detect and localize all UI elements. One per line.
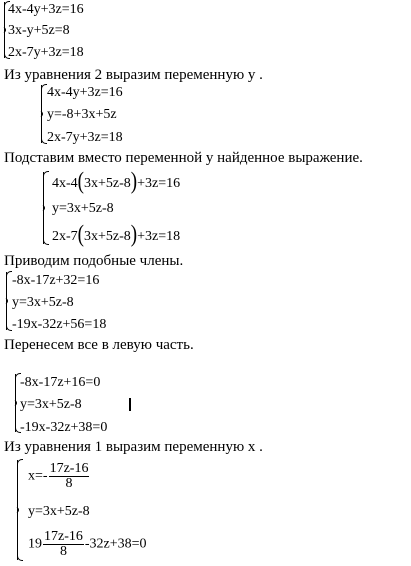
text-cursor	[129, 398, 131, 411]
equation-line: 2x-7y+3z=18	[47, 130, 123, 145]
equation-part: x=-	[28, 468, 48, 484]
equation-line: y=3x+5z-8	[20, 397, 82, 412]
equation-part: 19	[28, 536, 42, 552]
equation-line	[28, 530, 147, 559]
explanation-text: Подставим вместо переменной y найденное выражение.	[4, 150, 363, 166]
equation-line: -19x-32z+56=18	[12, 317, 107, 332]
equation-part: 3x+5z-8	[84, 229, 131, 244]
fraction-denominator: 8	[65, 476, 73, 491]
equation-line: y=-8+3x+5z	[47, 107, 117, 122]
explanation-text: Из уравнения 1 выразим переменную x .	[4, 439, 263, 455]
fraction-denominator: 8	[59, 544, 67, 559]
equation-part: +3z=18	[137, 229, 181, 244]
system-brace	[43, 172, 44, 244]
equation-part: 3x+5z-8	[84, 176, 131, 191]
equation-part: +3z=16	[137, 176, 181, 191]
left-paren: (	[77, 167, 84, 195]
right-paren: )	[130, 167, 138, 195]
equation-line: 4x-4y+3z=16	[47, 85, 123, 100]
equation-line: 4x-4y+3z=16	[8, 2, 84, 17]
equation-part: 4x-4	[52, 176, 78, 191]
fraction-numerator: 17z-16	[44, 529, 83, 544]
system-brace	[41, 85, 42, 143]
explanation-text: Из уравнения 2 выразим переменную y .	[4, 67, 263, 83]
equation-line	[28, 462, 90, 491]
equation-line: y=3x+5z-8	[12, 295, 74, 310]
explanation-text: Перенесем все в левую часть.	[4, 337, 194, 353]
equation-line: y=3x+5z-8	[28, 504, 90, 519]
left-paren: (	[77, 220, 84, 248]
equation-line	[52, 220, 181, 248]
right-paren: )	[130, 220, 138, 248]
equation-line: y=3x+5z-8	[52, 201, 114, 216]
equation-line: -19x-32z+38=0	[20, 420, 108, 435]
system-brace	[4, 2, 5, 58]
equation-part: 2x-7	[52, 229, 78, 244]
equation-line: 2x-7y+3z=18	[8, 45, 84, 60]
fraction	[49, 462, 90, 491]
equation-line: 3x-y+5z=8	[8, 23, 70, 38]
system-brace	[15, 374, 16, 432]
fraction	[43, 530, 84, 559]
system-brace	[6, 272, 7, 330]
equation-part: -32z+38=0	[84, 536, 147, 552]
explanation-text: Приводим подобные члены.	[4, 253, 184, 269]
equation-line: -8x-17z+16=0	[20, 375, 101, 390]
equation-line: -8x-17z+32=16	[12, 273, 100, 288]
system-brace	[17, 460, 18, 560]
equation-line	[52, 167, 181, 195]
fraction-numerator: 17z-16	[49, 461, 89, 476]
